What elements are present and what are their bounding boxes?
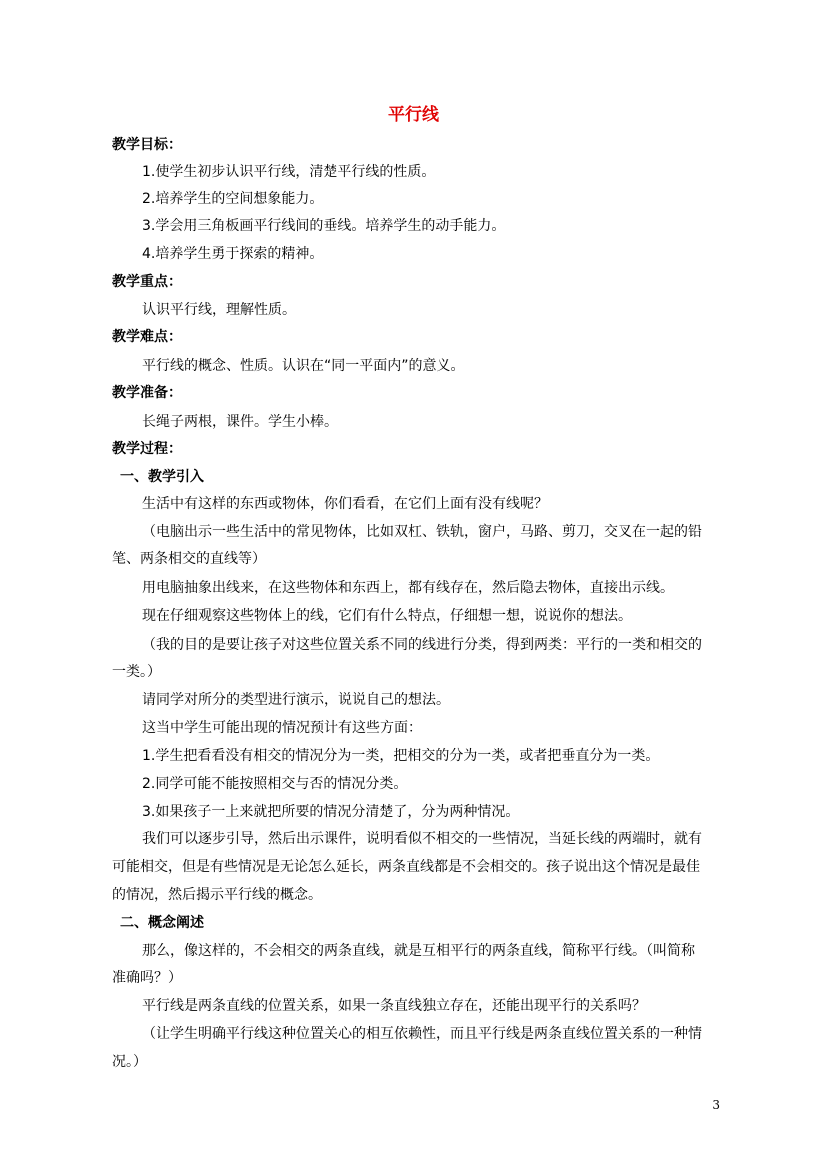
paragraph-line: 现在仔细观察这些物体上的线，它们有什么特点，仔细想一想，说说你的想法。 — [142, 608, 632, 624]
difficulties-heading: 教学难点： — [112, 329, 182, 345]
paragraph-line: 况。） — [112, 1054, 147, 1070]
paragraph-line: 1.学生把看看没有相交的情况分为一类，把相交的分为一类，或者把垂直分为一类。 — [142, 748, 660, 764]
paragraph-line: 笔、两条相交的直线等） — [112, 551, 266, 567]
key-points-heading: 教学重点： — [112, 274, 182, 290]
objective-item: 3.学会用三角板画平行线间的垂线。培养学生的动手能力。 — [142, 218, 506, 234]
paragraph-line: 平行线是两条直线的位置关系，如果一条直线独立存在，还能出现平行的关系吗？ — [142, 998, 646, 1014]
process-heading: 教学过程： — [112, 441, 182, 457]
objectives-heading: 教学目标： — [112, 137, 182, 153]
paragraph-line: 一类。） — [112, 664, 161, 680]
paragraph-line: 生活中有这样的东西或物体，你们看看，在它们上面有没有线呢？ — [142, 496, 548, 512]
paragraph-line: 请同学对所分的类型进行演示，说说自己的想法。 — [142, 692, 450, 708]
preparation-text: 长绳子两根，课件。学生小棒。 — [142, 414, 338, 430]
section-heading: 一、教学引入 — [120, 469, 204, 485]
preparation-heading: 教学准备： — [112, 385, 182, 401]
paragraph-line: 可能相交，但是有些情况是无论怎么延长，两条直线都是不会相交的。孩子说出这个情况是最佳 — [112, 859, 700, 875]
objective-item: 1.使学生初步认识平行线，清楚平行线的性质。 — [142, 164, 436, 180]
paragraph-line: 3.如果孩子一上来就把所要的情况分清楚了，分为两种情况。 — [142, 804, 520, 820]
difficulties-text: 平行线的概念、性质。认识在“同一平面内”的意义。 — [142, 358, 465, 374]
paragraph-line: 我们可以逐步引导，然后出示课件，说明看似不相交的一些情况，当延长线的两端时，就有 — [142, 831, 702, 847]
paragraph-line: 2.同学可能不能按照相交与否的情况分类。 — [142, 776, 408, 792]
page-number: 3 — [712, 1098, 720, 1112]
objective-item: 2.培养学生的空间想象能力。 — [142, 191, 324, 207]
objective-item: 4.培养学生勇于探索的精神。 — [142, 246, 324, 262]
paragraph-line: 用电脑抽象出线来，在这些物体和东西上，都有线存在，然后隐去物体，直接出示线。 — [142, 580, 674, 596]
paragraph-line: （让学生明确平行线这种位置关心的相互依赖性，而且平行线是两条直线位置关系的一种情 — [142, 1026, 702, 1042]
paragraph-line: （电脑出示一些生活中的常见物体，比如双杠、铁轨，窗户，马路、剪刀，交叉在一起的铅 — [142, 524, 702, 540]
paragraph-line: 那么，像这样的，不会相交的两条直线，就是互相平行的两条直线，简称平行线。（叫简称 — [142, 943, 695, 959]
paragraph-line: 这当中学生可能出现的情况预计有这些方面： — [142, 720, 422, 736]
section-heading: 二、概念阐述 — [120, 915, 204, 931]
paragraph-line: 准确吗？） — [112, 970, 182, 986]
document-title: 平行线 — [388, 105, 439, 125]
paragraph-line: 的情况，然后揭示平行线的概念。 — [112, 887, 322, 903]
key-points-text: 认识平行线，理解性质。 — [142, 302, 296, 318]
paragraph-line: （我的目的是要让孩子对这些位置关系不同的线进行分类，得到两类：平行的一类和相交的 — [142, 637, 702, 653]
